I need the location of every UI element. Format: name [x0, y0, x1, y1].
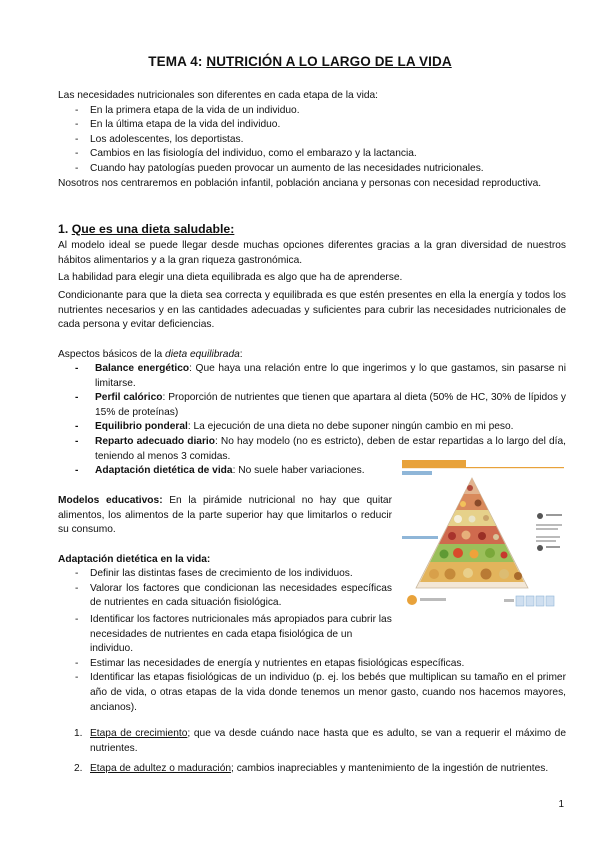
list-item: - Estimar las necesidades de energía y nutrientes en etapas fisiológicas específicas.: [58, 657, 566, 672]
list-item: - Cambios en las fisiología del individuo, como el embarazo y la lactancia.: [58, 147, 566, 162]
list-item: - Perfil calórico: Proporción de nutrientes que tienen que apartara al dieta (50% de HC, 30% de lípidos y 15% de proteínas): [58, 391, 566, 420]
intro-block: [58, 89, 566, 191]
adaptation-list-wide: [58, 613, 566, 715]
list-item: 2. Etapa de adultez o maduración; cambios inapreciables y mantenimiento de la ingestión de nutrientes.: [74, 763, 549, 775]
paragraph: La habilidad para elegir una dieta equilibrada es algo que ha de aprenderse.: [58, 272, 403, 283]
water-glass-icon: [516, 596, 524, 606]
section-heading: 1. Que es una dieta saludable:: [58, 222, 235, 236]
food-pyramid-image: [400, 458, 566, 615]
paragraph: Al modelo ideal se puede llegar desde muchas opciones diferentes gracias a la gran diversidad de nuestros hábitos alimentarios y a la gran riqueza gastronómica.: [58, 240, 566, 266]
adaptation-heading: Adaptación dietética en la vida:: [58, 554, 211, 565]
title-prefix: TEMA 4:: [148, 54, 203, 69]
list-item: - Definir las distintas fases de crecimiento de los individuos.: [58, 567, 392, 582]
intro-closing: Nosotros nos centraremos en población infantil, población anciana y personas con necesidad reproductiva.: [58, 177, 542, 189]
models-paragraph: Modelos educativos: En la pirámide nutricional no hay que quitar alimentos, los alimentos de la parte superior hay que limitarlos o reducir su consumo.: [58, 495, 392, 536]
title-main: NUTRICIÓN A LO LARGO DE LA VIDA: [206, 54, 452, 69]
stages-list: [58, 727, 566, 783]
page-number: 1: [558, 799, 564, 810]
list-item: - En la primera etapa de la vida de un individuo.: [58, 104, 566, 119]
list-item: - Cuando hay patologías pueden provocar un aumento de las necesidades nutricionales.: [58, 162, 566, 177]
list-item: - En la última etapa de la vida del individuo.: [58, 118, 566, 133]
paragraph: Condicionante para que la dieta sea correcta y equilibrada es que estén presentes en ella la energía y todos los nutrientes necesarios y en las cantidades adecuadas y suficientes para cubrir las necesidades nutricionales de cada persona y evitar deficiencias.: [58, 290, 566, 331]
list-item: - Equilibrio ponderal: La ejecución de una dieta no debe suponer ningún cambio en mi peso.: [58, 420, 566, 435]
list-item: - Identificar los factores nutricionales más apropiados para cubrir las necesidades de nutrientes en cada etapa fisiológica de un individuo.: [58, 613, 566, 657]
list-item: - Reparto adecuado diario: No hay modelo (no es estricto), deben de estar repartidas a lo largo del día, teniendo al menos 3 comidas.: [58, 435, 566, 464]
list-item: - Balance energético: Que haya una relación entre lo que ingerimos y lo que gastamos, sin pasarse ni limitarse.: [58, 362, 566, 391]
list-item: - Adaptación dietética de vida: No suele haber variaciones.: [58, 464, 566, 479]
list-item: - Los adolescentes, los deportistas.: [58, 133, 566, 148]
aspects-lead: Aspectos básicos de la dieta equilibrada:: [58, 349, 243, 360]
intro-list: [58, 104, 566, 177]
list-item: - Identificar las etapas fisiológicas de un individuo (p. ej. los bebés que multiplican su tamaño en el primer año de vida, o otras etapas de la vida donde tenemos un menor gasto, cuando nos hacemos mayores, ancianos).: [58, 671, 566, 715]
pyramid-banner: [402, 460, 466, 467]
page-title: [0, 54, 600, 69]
intro-lead: Las necesidades nutricionales son diferentes en cada etapa de la vida:: [58, 90, 378, 101]
adaptation-list-narrow: [58, 567, 392, 611]
exercise-figure-icon: [407, 595, 417, 605]
list-item: - Valorar los factores que condicionan las necesidades específicas de nutrientes en cada situación fisiológica.: [58, 582, 392, 611]
list-item: 1. Etapa de crecimiento; que va desde cuándo nace hasta que es adulto, se van a requerir el máximo de nutrientes.: [74, 728, 566, 754]
